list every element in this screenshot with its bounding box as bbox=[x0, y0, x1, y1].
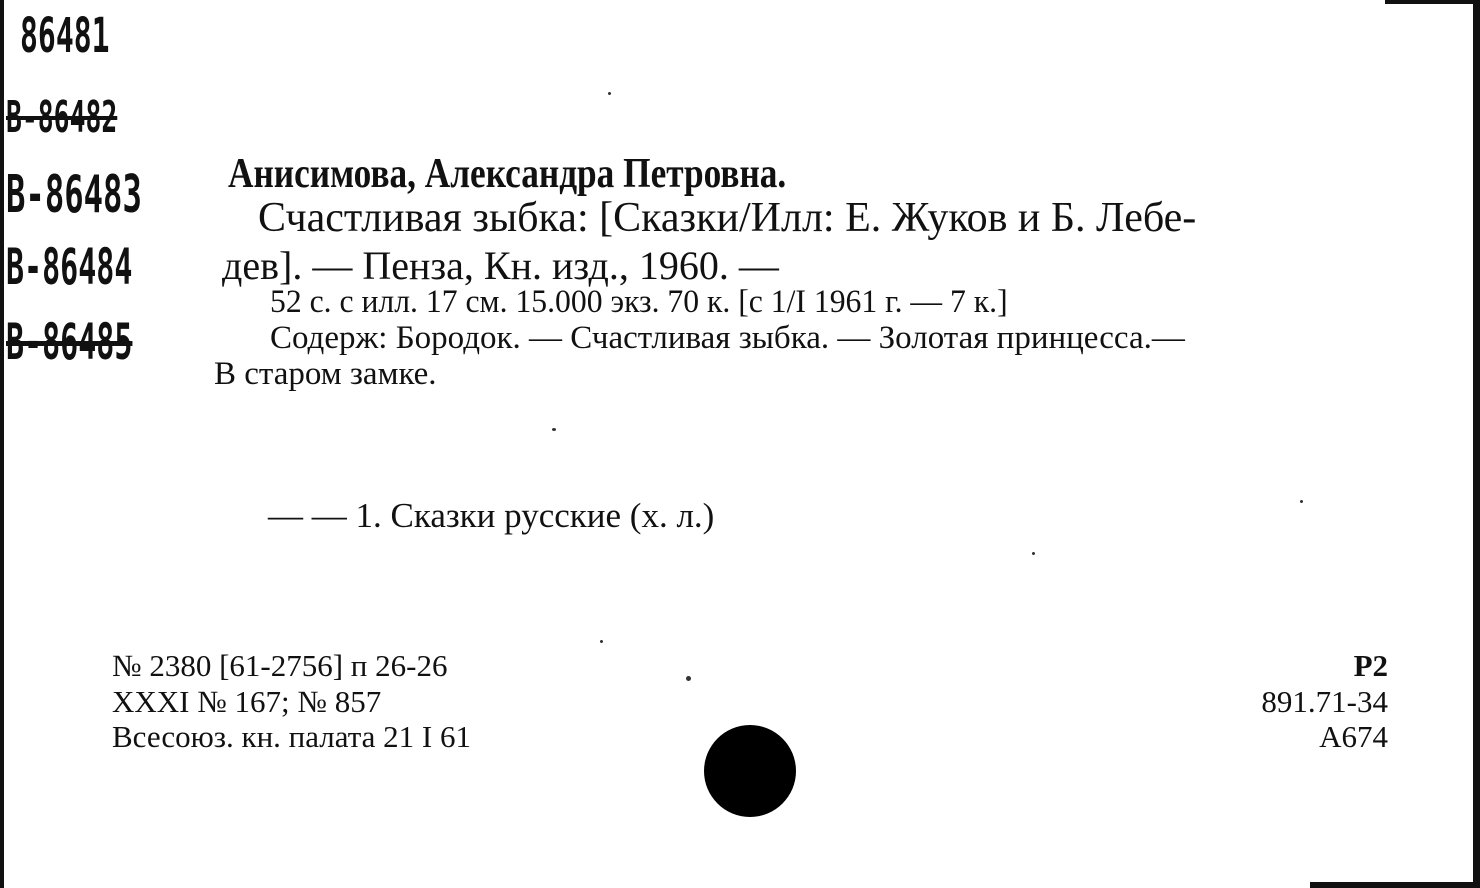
physical-description: 52 с. с илл. 17 см. 15.000 экз. 70 к. [с 1/I 1961 г. — 7 к.] bbox=[270, 284, 1008, 320]
subject-heading: — — 1. Сказки русские (х. л.) bbox=[268, 496, 715, 535]
classification-code: Р2 bbox=[1353, 648, 1388, 683]
card-border-left bbox=[0, 0, 4, 888]
author-mark: А674 bbox=[1319, 719, 1388, 754]
card-border-bottom-right bbox=[1310, 882, 1480, 888]
ink-speck bbox=[608, 92, 611, 95]
contents-line-2: В старом замке. bbox=[214, 356, 437, 392]
contents-line-1: Содерж: Бородок. — Счастливая зыбка. — Золотая принцесса.— bbox=[270, 320, 1185, 356]
registration-series: XXXI № 167; № 857 bbox=[112, 684, 382, 719]
title-line-1: Счастливая зыбка: [Сказки/Илл: Е. Жуков и Б. Лебе- bbox=[258, 195, 1197, 241]
title-line-2: дев]. — Пенза, Кн. изд., 1960. — bbox=[222, 243, 779, 288]
registration-number: № 2380 [61-2756] п 26-26 bbox=[112, 648, 448, 683]
issuing-chamber: Всесоюз. кн. палата 21 I 61 bbox=[112, 719, 471, 754]
card-border-right bbox=[1473, 0, 1480, 888]
ink-speck bbox=[1032, 552, 1035, 555]
inventory-number-5: В-86485 bbox=[6, 313, 133, 371]
author-heading: Анисимова, Александра Петровна. bbox=[228, 151, 787, 197]
ink-speck bbox=[600, 640, 603, 643]
inventory-number-1: 86481 bbox=[20, 8, 110, 64]
ink-speck bbox=[686, 676, 691, 681]
inventory-number-2: В-86482 bbox=[6, 92, 118, 143]
inventory-number-4: В-86484 bbox=[6, 238, 133, 296]
inventory-number-3: В-86483 bbox=[6, 165, 142, 225]
ink-speck bbox=[1300, 500, 1303, 503]
ink-speck bbox=[552, 428, 556, 431]
card-border-top-right bbox=[1385, 0, 1480, 4]
udc-index: 891.71-34 bbox=[1261, 684, 1388, 719]
card-punch-hole bbox=[704, 725, 796, 817]
